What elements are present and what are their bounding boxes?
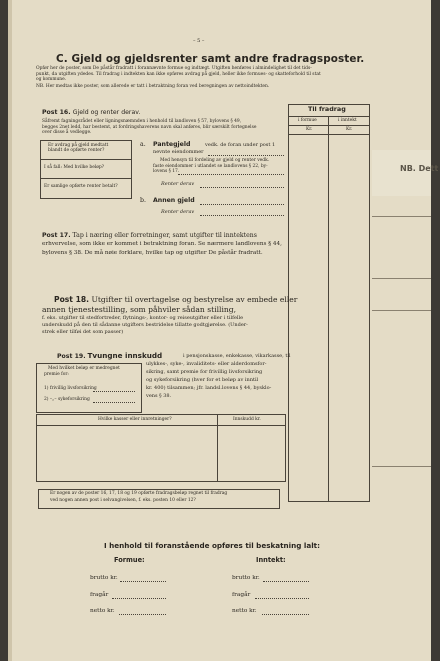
post19-text-5: kr. 400) tilsammen; jfr. landsl.lovens § 44, bysklo- [146, 385, 272, 391]
post17-line-1: Post 17. Tap i næring eller forretninger, samt utgifter til inntektens [42, 232, 257, 239]
post16-desc-2: begges 2net ledd, har bestemt, at fordringshaverens navn skal anføres, blir særskilt fortegnelse [42, 124, 257, 130]
post19-side-1: 1) frivillig livsforsikring [44, 386, 97, 391]
page-edge [8, 0, 12, 661]
post19-side-q1: Med hvilket beløp er medregnet [48, 366, 120, 371]
inntekt-fragar-field[interactable] [255, 598, 309, 599]
post19-text-4: og sykeforsikring (hver for et beløp av inntil [146, 377, 259, 383]
bottom-question-1: Er nogen av de poster 16, 17, 18 og 19 opførte fradragsbeløp regnet til fradrag [50, 491, 228, 496]
col-formue-unit: Kr. [306, 127, 313, 132]
post17-line-2: erhvervelse, som ikke er kommet i betraktning foran. Se nærmere landlovens § 44, [42, 241, 282, 247]
post16-desc-3: over disse å vedlegge. [42, 130, 92, 135]
post16-a-title: Pantegjeld [153, 141, 191, 148]
post18-line-1: Post 18. Utgifter til overtagelse og bestyrelse av embede eller [54, 295, 298, 304]
til-fradrag-column-box [288, 104, 370, 502]
post16-b-title: Annen gjeld [153, 197, 195, 204]
inntekt-brutto-field[interactable] [263, 581, 309, 582]
post16-a-text-1: vedk. de foran under post 1 [205, 142, 276, 148]
post16-title: Post 16. Gjeld og renter derav. [42, 109, 141, 116]
summary-formue: Formue: [114, 556, 145, 564]
page-number: – 5 – [193, 38, 205, 44]
post16-q3: Er samlige opførte renter betalt? [44, 184, 118, 189]
col-inntekt-unit: Kr. [346, 127, 353, 132]
intro-line-1: Opfør her de poster, som De påstår fradratt i forannævnte formue og indtægt. Utgiften henføres i almindelighet til det tids- [36, 66, 312, 71]
page-title: C. Gjeld og gjeldsrenter samt andre fradragsposter. [56, 53, 365, 65]
bottom-question-2: ved nogen annen post i selvangivelsen, f. eks. posten 10 eller 12? [50, 497, 196, 503]
post16-a-note-2: faste eiendommer i utlandet se landlovens § 22, by- [153, 163, 268, 169]
post19-text-6: vens § 38. [146, 393, 172, 399]
post19-text-2: ulykkes-, syke-, invaliditets- eller alderdomsfor- [146, 361, 267, 367]
post16-q1-line1: Er avdrag på gjeld medtatt [48, 143, 109, 148]
post19-text-1: i pensjonskasse, enkekasse, vikarkasse, til [183, 353, 291, 359]
post18-line-5: strek eller tilføi det som passer) [42, 329, 124, 335]
intro-line-3: og kommune. [36, 77, 67, 82]
post16-a-note-3: lovens § 17. [153, 169, 180, 174]
post19-text-3: sikring, samt premie for frivillig livsforsikring [146, 369, 263, 375]
col-formue-label: i formue [298, 118, 317, 123]
post19-title: Post 19. Tvungne innskudd [57, 351, 163, 360]
post16-q2: I så fall: Med hvilke beløp? [44, 165, 105, 170]
summary-inntekt: Inntekt: [256, 556, 286, 564]
formue-fragar-label: fragår [90, 592, 109, 598]
post17-line-3: bylovens § 38. De må nøie forklare, hvilke tap og utgifter De påstår fradratt. [42, 250, 263, 256]
inntekt-fragar-label: fragår [232, 592, 251, 598]
post19-table-col1: Hvilke kasser eller innretninger? [98, 417, 172, 422]
post16-q1-line2: blandt de opførte renter? [48, 148, 105, 153]
inntekt-netto-field[interactable] [262, 614, 309, 615]
post19-side-q2: premie for: [44, 371, 69, 377]
post16-b-label: b. [140, 197, 146, 204]
post18-line-4: underskudd på den til sådanne utgifters bestridelse tillatte godtgjørelse. (Under- [42, 322, 248, 328]
post18-line-3: f. eks. utgifter til stedfortreder, flytnings-, kontor- og reiseutgifter eller i tilfelle [42, 315, 244, 321]
formue-fragar-field[interactable] [112, 598, 166, 599]
post19-side-2: 2) –„– sykeforsikring [44, 397, 90, 402]
post16-desc-1: Såfremt fagningsrådet eller ligningsnæmnden i henhold til landloven § 57, bylovens § 49, [42, 119, 242, 124]
post18-line-2: annen tjenestestilling, som påhviler sådan stilling, [42, 305, 237, 314]
inntekt-netto-label: netto kr. [232, 608, 257, 614]
post16-a-note-1: Med hensyn til fordeling av gjeld og renter vedk. [160, 158, 270, 163]
col-inntekt-label: i inntekt [338, 118, 357, 123]
formue-brutto-label: brutto kr. [90, 575, 118, 581]
margin-strip [372, 150, 431, 196]
intro-line-2: punkt, da utgiften ydedes. Til fradrag i indtekten kan ikke opføres avdrag på gjeld, heller ikke formues- og skatteforhold til stat [36, 71, 321, 77]
post16-a-text-2: nevnte eiendommer [153, 149, 204, 155]
intro-nb: NB. Her medtas ikke poster, som allerede er tatt i betraktning foran ved beregningen av nettoindtekten. [36, 84, 270, 89]
summary-heading: I henhold til foranstående opføres til beskatning lalt: [104, 541, 320, 550]
post16-renter-2: Renter derav [161, 209, 195, 215]
formue-netto-label: netto kr. [90, 608, 115, 614]
form-page [8, 0, 439, 661]
post19-table-col2: Innskudd kr. [233, 417, 261, 422]
til-fradrag-header: Til fradrag [308, 105, 346, 113]
margin-text: NB. Dett [400, 164, 439, 173]
post16-a-label: a. [140, 141, 146, 148]
formue-netto-field[interactable] [119, 614, 166, 615]
inntekt-brutto-label: brutto kr. [232, 575, 260, 581]
post16-renter-1: Renter derav [161, 181, 195, 187]
formue-brutto-field[interactable] [120, 581, 166, 582]
